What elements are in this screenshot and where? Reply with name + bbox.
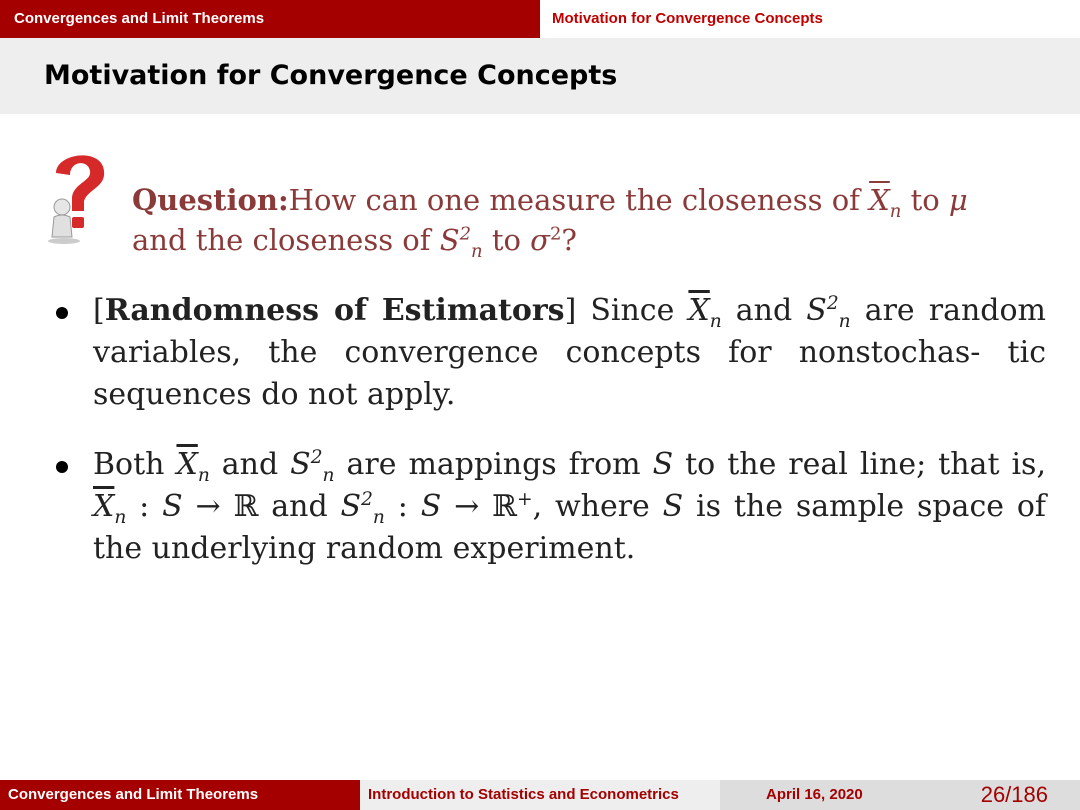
bullet-list bbox=[56, 290, 1046, 598]
footer-course-title: Introduction to Statistics and Econometrics bbox=[360, 780, 720, 810]
question-mark-figure-icon bbox=[46, 145, 110, 245]
footer-section-title[interactable]: Convergences and Limit Theorems bbox=[0, 780, 360, 810]
header-subsection-title[interactable]: Motivation for Convergence Concepts bbox=[540, 0, 1080, 38]
bullet-dot bbox=[56, 461, 68, 473]
bullet-randomness-of-estimators: [Randomness of Estimators] Since $\overline{X}_n$ and $S^2_n$ are random variables, the convergence concepts for nonstochas- tic sequences do not apply. bbox=[56, 290, 1046, 416]
footer-meta bbox=[720, 780, 1080, 810]
footer-date: April 16, 2020 bbox=[766, 786, 863, 803]
header-section-title[interactable]: Convergences and Limit Theorems bbox=[0, 0, 540, 38]
page-number: 26/186 bbox=[980, 782, 1048, 807]
question-callout bbox=[132, 180, 1022, 260]
question-label: Question: bbox=[132, 183, 289, 217]
footer-bar bbox=[0, 780, 1080, 810]
bullet-bold-label: Randomness of Estimators bbox=[104, 293, 565, 328]
bullet-dot bbox=[56, 307, 68, 319]
slide-title: Motivation for Convergence Concepts bbox=[0, 38, 1080, 114]
question-text: How can one measure the closeness of $\overline{X}_n$ to μ and the closeness of $S^2_n$ to $\sigma^2$? bbox=[132, 183, 968, 262]
bullet-mappings: Both $\overline{X}_n$ and $S^2_n$ are mappings from S to the real line; that is, $\overline{X}_n$ : S → ℝ and $S^2_n$ : S → ℝ+, where S is the sample space of the underlying random experiment. bbox=[56, 444, 1046, 570]
top-header bbox=[0, 0, 1080, 38]
